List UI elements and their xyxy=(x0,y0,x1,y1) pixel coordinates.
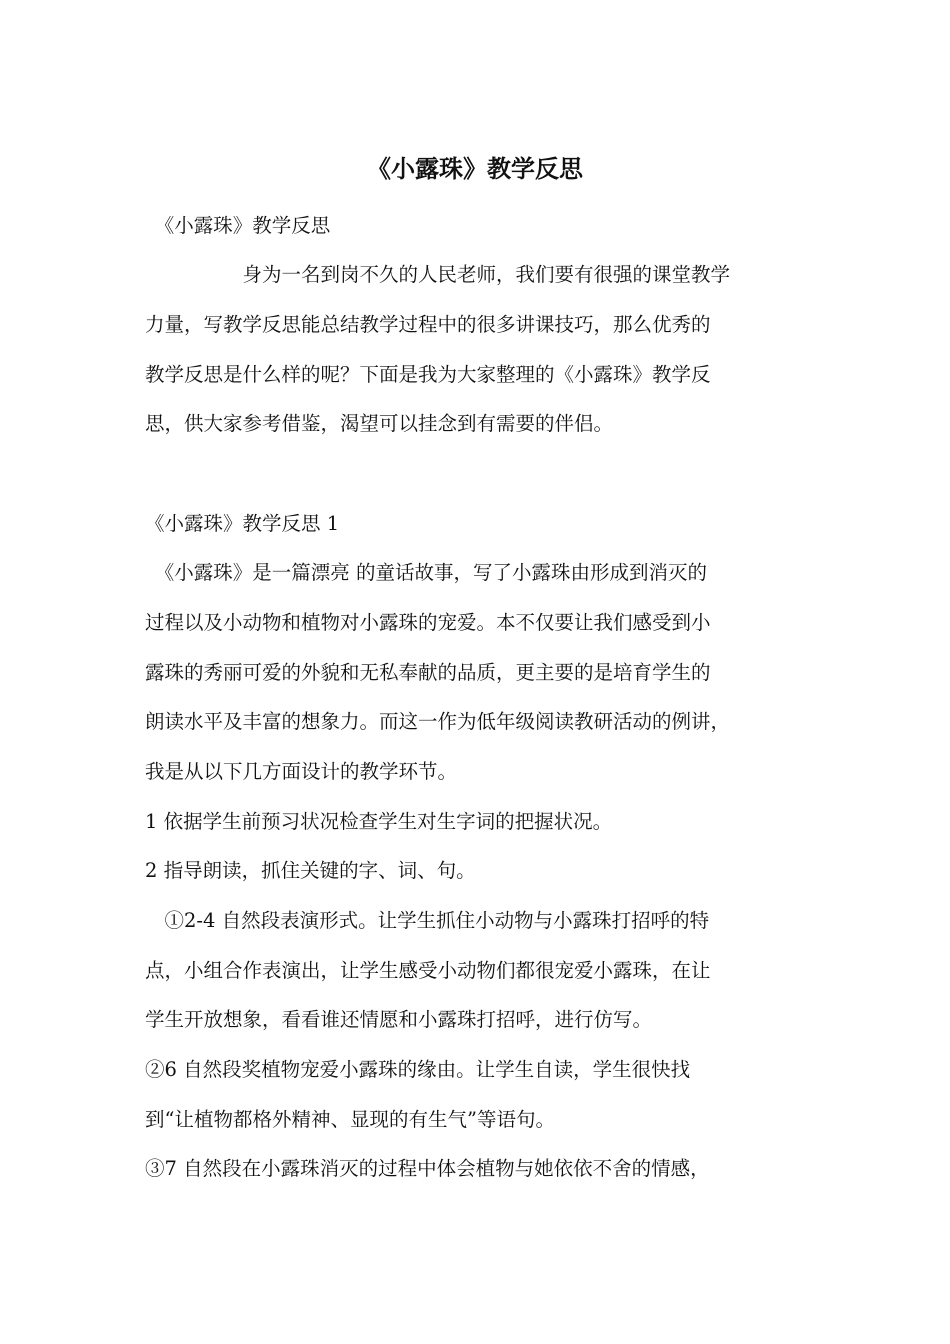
paragraph-line: 到“让植物都格外精神、显现的有生气”等语句。 xyxy=(145,1108,555,1131)
list-item-line: ②6 自然段奖植物宠爱小露珠的缘由。让学生自读，学生很快找 xyxy=(145,1058,691,1081)
list-item-line: 2 指导朗读，抓住关键的字、词、句。 xyxy=(145,859,476,882)
paragraph-line: 力量，写教学反思能总结教学过程中的很多讲课技巧，那么优秀的 xyxy=(145,313,711,336)
section-heading: 《小露珠》教学反思 1 xyxy=(145,512,340,535)
document-title: 《小露珠》教学反思 xyxy=(367,155,583,183)
paragraph-line: 露珠的秀丽可爱的外貌和无私奉献的品质，更主要的是培育学生的 xyxy=(145,661,711,684)
paragraph-line: 教学反思是什么样的呢？下面是我为大家整理的《小露珠》教学反 xyxy=(145,363,711,386)
list-item-line: ③7 自然段在小露珠消灭的过程中体会植物与她依依不舍的情感， xyxy=(145,1157,710,1180)
paragraph-line: 学生开放想象，看看谁还情愿和小露珠打招呼，进行仿写。 xyxy=(145,1008,653,1031)
list-item-line: 1 依据学生前预习状况检查学生对生字词的把握状况。 xyxy=(145,810,613,833)
paragraph-line: 我是从以下几方面设计的教学环节。 xyxy=(145,760,458,783)
list-item-line: ①2-4 自然段表演形式。让学生抓住小动物与小露珠打招呼的特 xyxy=(145,909,710,932)
paragraph-line: 过程以及小动物和植物对小露珠的宠爱。本不仅要让我们感受到小 xyxy=(145,611,711,634)
paragraph-line: 点，小组合作表演出，让学生感受小动物们都很宠爱小露珠，在让 xyxy=(145,959,711,982)
subtitle-line: 《小露珠》教学反思 xyxy=(145,214,331,237)
paragraph-line: 身为一名到岗不久的人民老师，我们要有很强的课堂教学 xyxy=(145,263,731,286)
paragraph-line: 思，供大家参考借鉴，渴望可以挂念到有需要的伴侣。 xyxy=(145,412,614,435)
paragraph-line: 《小露珠》是一篇漂亮 的童话故事，写了小露珠由形成到消灭的 xyxy=(145,561,707,584)
paragraph-line: 朗读水平及丰富的想象力。而这一作为低年级阅读教研活动的例讲， xyxy=(145,710,731,733)
